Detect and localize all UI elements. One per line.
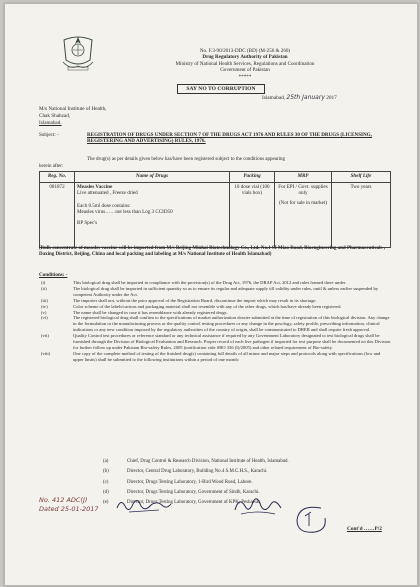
slogan-box: SAY NO TO CORRUPTION [177, 84, 265, 94]
conditions-heading: Conditions: - [39, 272, 68, 278]
letter-page [4, 3, 418, 586]
conditions-list [39, 280, 391, 363]
date-handwritten: 25th January [286, 94, 325, 101]
column-header: Packing [230, 172, 275, 183]
table-row [40, 183, 391, 248]
bulk-import-note: (Bulk concentrate of measles vaccine will be imported from M/s Beijing Minhai Biotechnology Co., Ltd. No.1 SI Miao Road, Bioengineering and Pharmaceuticals , Daxing District, Beijing, China and local packing and labeling at M/s National Institute of Health Islamabad) [39, 246, 386, 258]
list-item: (vi) The registered biological drug shall confirm to the specifications of market authorization dossier submitted at the time of registration of this biological division. Any change in the formulation or the manufacturing process or the quality control testing procedures or any change in the posology, safety profile, prescribing information, clinical indications or any new condition imposed by the regulatory authorities of the country of origin, shall be communicated to DRER and shall require fresh approval. [41, 315, 390, 333]
drug-title: Measles Vaccine [77, 184, 113, 190]
addressee-line: M/s National Institute of Health, [39, 106, 107, 112]
intro-text: The drug(s) as per details given below has/have been registered subject to the conditions appearing [87, 157, 285, 162]
list-item: (a) Chief, Drug Control & Research Division, National Institute of Health, Islamabad. [103, 459, 289, 464]
drug-virus-content: Measles virus……not less than Log 3 CCID50 [77, 209, 173, 216]
mrp-note-sale: (Not for sale in market) [278, 199, 328, 206]
mrp-cell [275, 183, 332, 248]
column-header: MRP [275, 172, 332, 183]
list-item: (d) Director, Drugs Testing Laboratory, Government of Sindh, Karachi. [103, 489, 260, 495]
shelf-life-cell: Two years [332, 183, 391, 248]
government-emblem-icon [60, 32, 96, 72]
government-name: Government of Pakistan [220, 67, 270, 74]
file-number: No. F.3-90/2013-DDC (BD) (M-256 & 260) [199, 48, 291, 54]
continued-marker: Cont'd ……P/2 [347, 526, 382, 532]
addressee [39, 106, 107, 127]
intro-text-continued: herein after: [39, 164, 64, 169]
drug-contains: Each 0.5ml dose contains: [77, 202, 131, 209]
dispatch-date: Dated 25-01-2017 [39, 505, 99, 513]
signature-middle-icon [231, 492, 283, 518]
column-header: Reg. No. [40, 172, 75, 183]
date-city: Islamabad, [262, 95, 286, 101]
subject-label: Subject: - [39, 132, 59, 138]
list-item: (i) This biological drug shall be imported in compliance with the provision(s) of the Drug Act, 1976, the DRAP Act, 2012 and rules framed there under. [41, 280, 347, 285]
list-item: (v) The name shall be changed in case it has resemblance with already registered drugs. [41, 309, 228, 315]
mrp-note: For EPI / Govt. supplies only [278, 184, 328, 197]
list-item: (ii) The biological drug shall be imported in sufficient quantity so as to ensure its regular and adequate supply till validity under rules, until & unless earlier suspended by competent Authority under the Act. [41, 285, 379, 297]
table-header-row [40, 172, 391, 183]
drug-spec: BP Spec's [77, 219, 98, 226]
addressee-line: Islamabad. [39, 120, 62, 126]
registered-drugs-table [39, 171, 391, 248]
letter-date [262, 94, 337, 101]
date-year: 2017 [326, 95, 337, 101]
stars-divider: ***** [238, 73, 252, 80]
list-item: (viii) One copy of the complete method of testing of the finished drug(s) containing full details of all minor and major steps and protocols along with specifications (low and upper limits) shall be submitted to the following institutions within a period of one month: [41, 350, 381, 362]
list-item: (c) Director, Drugs Testing Laboratory, 1-Bird Wood Road, Lahore. [103, 479, 253, 485]
letterhead [125, 48, 365, 80]
column-header: Name of Drugs [75, 172, 230, 183]
packing-cell: 10 dose vial (100 vials box) [230, 183, 275, 248]
dispatch-number: No. 412 ADC(J) [39, 496, 88, 504]
list-item: (iv) Color scheme of the labels/cartons and packaging material shall not resemble with any of the other drugs, which has/have already been registered. [41, 303, 342, 309]
list-item: (vii) Quality Control test procedures or reference standard or any technical assistance if required by any Government Laboratory designated to test biological drugs shall be furnished through the Division of Biological Evaluation and Research. Proper record of each live pathogen if imported for test purpose shall be documented on this Division for further follow up under Pakistan Bio-safety Rules, 2005 (notification vide SRO 336 (I)/2005) and other related requirement of Bio-safety. [41, 333, 391, 350]
addressee-line: Chak Shahzad, [39, 113, 71, 119]
authority-name: Drug Regulatory Authority of Pakistan [202, 54, 288, 61]
drug-name-cell [75, 183, 230, 248]
reg-number-cell: 081872 [40, 183, 75, 248]
list-item: (e) Director, Drugs Testing Laboratory, Government of KPK, Peshawar. [103, 500, 261, 506]
list-item: (b) Director, Central Drug Laboratory, Building No.4 S.M.C.H.S., Karachi. [103, 469, 268, 475]
drug-description: Live attenuated , Freeze dried [77, 190, 138, 197]
signature-left-icon [115, 494, 173, 516]
ministry-name: Ministry of National Health Services, Regulations and Coordination [175, 60, 315, 67]
column-header: Shelf Life [332, 172, 391, 183]
dispatch-stamp [39, 496, 99, 514]
signature-right-icon [291, 502, 331, 536]
list-item: (iii) The importer shall not, without the prior approval of the Registration Board, discontinue the import which may result in its shortage. [41, 297, 317, 303]
subject-text: REGISTRATION OF DRUGS UNDER SECTION 7 OF THE DRUGS ACT 1976 AND RULES 30 OF THE DRUGS (LICENSING, REGISTERING AND ADVERTISING) RULES, 1976. [87, 132, 372, 145]
